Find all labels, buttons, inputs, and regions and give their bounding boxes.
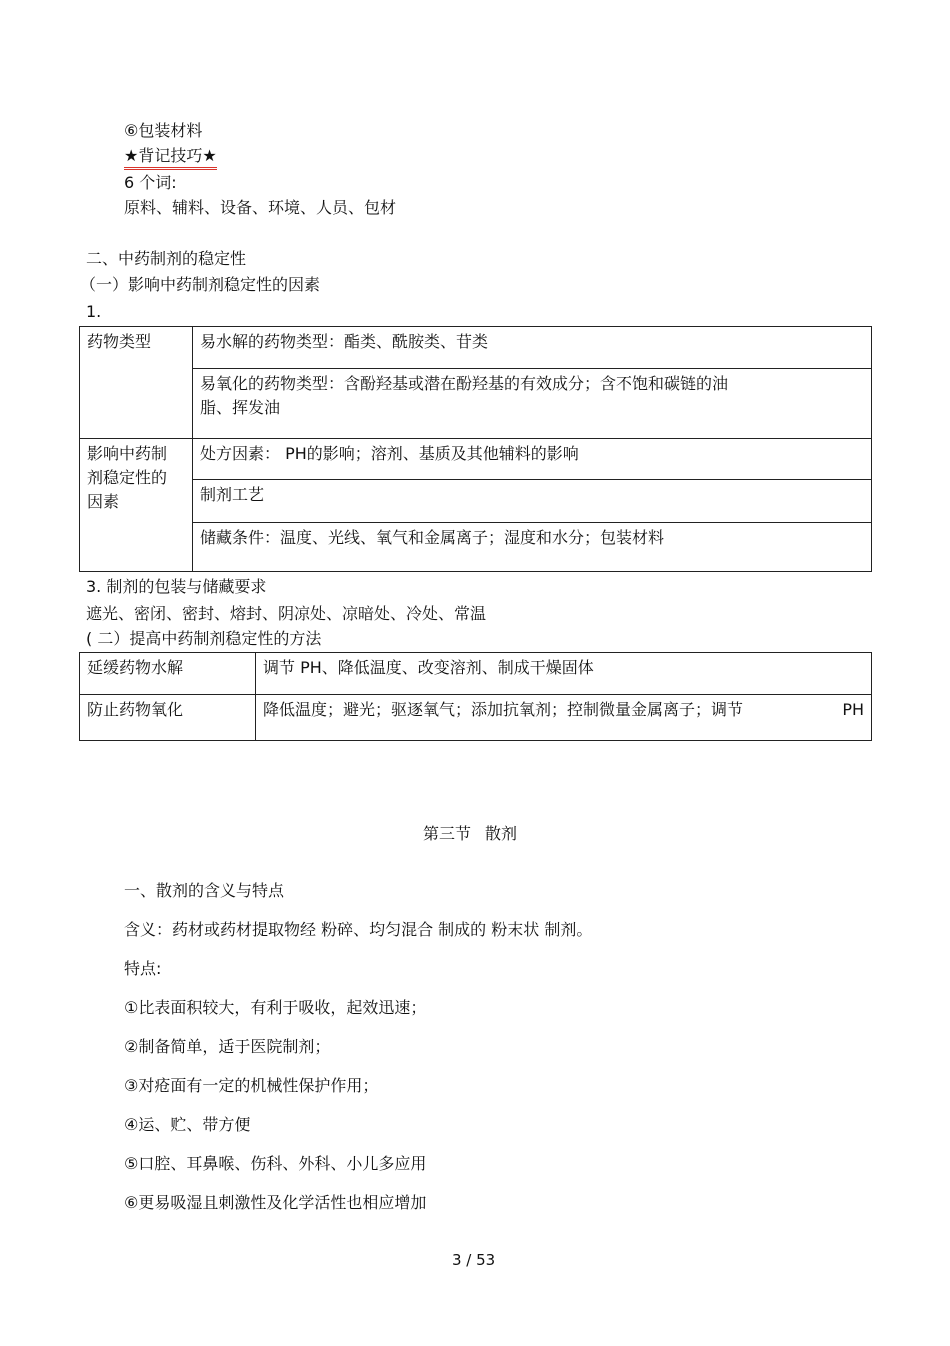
packaging-heading: 3. 制剂的包装与储藏要求 xyxy=(86,577,267,596)
powder-feature-4: ④运、贮、带方便 xyxy=(124,1115,251,1134)
powder-meaning: 含义：药材或药材提取物经 粉碎、均匀混合 制成的 粉末状 制剂。 xyxy=(124,920,593,939)
list-item-packaging: ⑥包装材料 xyxy=(124,121,203,140)
section-heading-stability: 二、中药制剂的稳定性 xyxy=(86,249,247,268)
table-cell-factors xyxy=(80,439,193,572)
table-cell-process: 制剂工艺 xyxy=(193,480,872,523)
oxidation-line-1: 易氧化的药物类型：含酚羟基或潜在酚羟基的有效成分；含不饱和碳链的油 xyxy=(200,374,729,393)
table-cell-prescription: 处方因素： PH的影响；溶剂、基质及其他辅料的影响 xyxy=(193,439,872,480)
powder-feature-6: ⑥更易吸湿且刺激性及化学活性也相应增加 xyxy=(124,1193,427,1212)
packaging-items: 遮光、密闭、密封、熔封、阴凉处、凉暗处、冷处、常温 xyxy=(86,604,487,623)
oxidation-line-2: 脂、挥发油 xyxy=(200,398,281,417)
table-cell-storage: 储藏条件：温度、光线、氧气和金属离子；湿度和水分；包装材料 xyxy=(193,523,872,572)
stability-methods-table xyxy=(79,652,872,741)
table-cell-oxidation-methods xyxy=(256,695,872,741)
subsection-heading-methods: ( 二）提高中药制剂稳定性的方法 xyxy=(86,629,322,648)
table-cell-oxidation-label: 防止药物氧化 xyxy=(80,695,256,741)
factors-line-1: 影响中药制 xyxy=(87,444,168,463)
table-cell-hydrolysis-label: 延缓药物水解 xyxy=(80,653,256,695)
table-cell-hydrolysis-methods: 调节 PH、降低温度、改变溶剂、制成干燥固体 xyxy=(256,653,872,695)
factors-line-3: 因素 xyxy=(87,492,120,511)
section-title xyxy=(423,824,517,844)
section-title-number: 第三节 xyxy=(423,824,472,843)
powder-feature-1: ①比表面积较大，有利于吸收，起效迅速； xyxy=(124,998,427,1017)
powder-feature-2: ②制备简单，适于医院制剂； xyxy=(124,1037,331,1056)
six-words-label: 6 个词: xyxy=(124,173,177,192)
oxidation-methods-ph: PH xyxy=(842,700,864,719)
powder-feature-5: ⑤口腔、耳鼻喉、伤科、外科、小儿多应用 xyxy=(124,1154,427,1173)
factors-line-2: 剂稳定性的 xyxy=(87,468,168,487)
table-cell-drug-type: 药物类型 xyxy=(80,327,193,439)
powder-feature-3: ③对疮面有一定的机械性保护作用； xyxy=(124,1076,379,1095)
table-cell-oxidation xyxy=(193,369,872,439)
item-number-1: 1. xyxy=(86,302,102,321)
powder-features-label: 特点: xyxy=(124,959,162,978)
powder-heading: 一、散剂的含义与特点 xyxy=(124,881,285,900)
stability-factors-table xyxy=(79,326,872,572)
subsection-heading-factors: （一）影响中药制剂稳定性的因素 xyxy=(80,275,321,294)
section-title-name: 散剂 xyxy=(485,824,518,843)
six-words-list: 原料、辅料、设备、环境、人员、包材 xyxy=(124,198,397,217)
oxidation-methods-text: 降低温度；避光；驱逐氧气；添加抗氧剂；控制微量金属离子；调节 xyxy=(263,700,744,719)
table-cell-hydrolysis: 易水解的药物类型：酯类、酰胺类、苷类 xyxy=(193,327,872,369)
memory-tip-heading: ★背记技巧★ xyxy=(124,146,217,170)
page-number: 3 / 53 xyxy=(452,1251,496,1269)
